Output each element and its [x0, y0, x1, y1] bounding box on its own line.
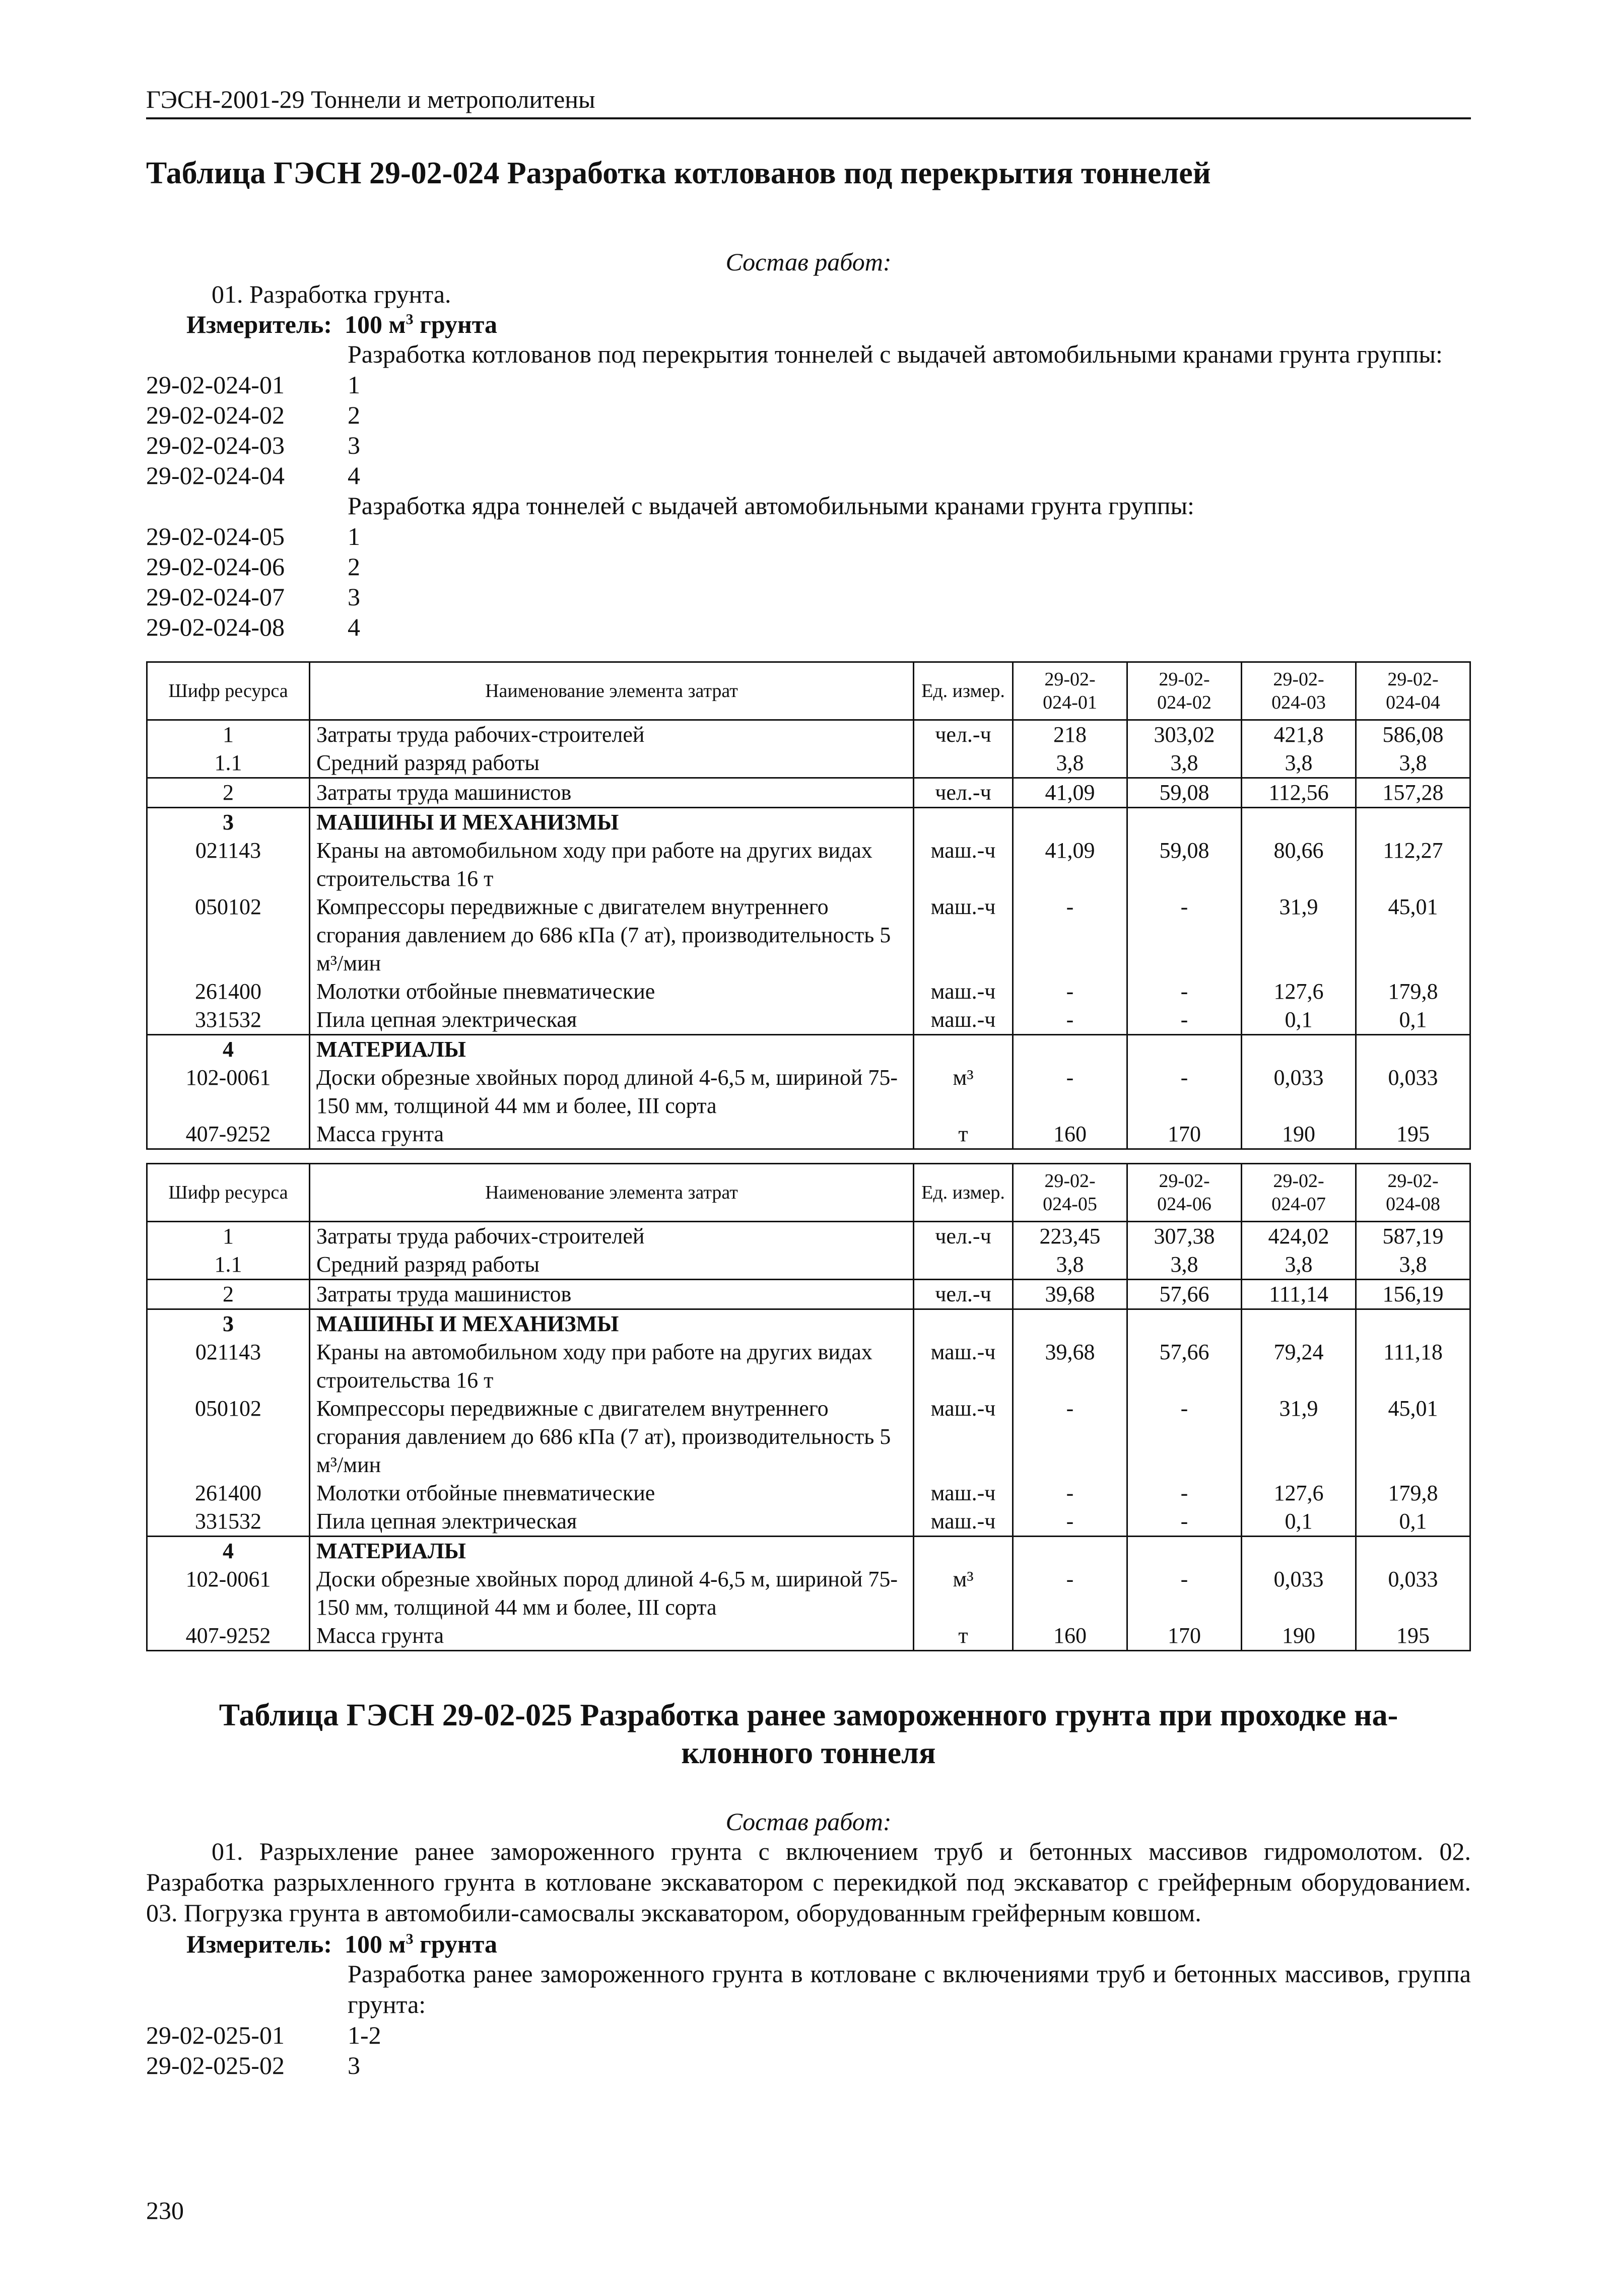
table-row	[147, 749, 1470, 778]
header-norm-column	[1127, 1164, 1242, 1222]
table-row	[147, 893, 1470, 978]
cell-unit: т	[914, 1622, 1013, 1651]
header-norm-code-bottom: 024-02	[1157, 692, 1212, 714]
cell-unit	[914, 1309, 1013, 1339]
cell-norm-value: 45,01	[1356, 893, 1470, 978]
table-row	[147, 778, 1470, 808]
header-unit: Ед. измер.	[914, 662, 1013, 720]
cell-norm-value: 0,1	[1242, 1006, 1356, 1035]
table-row	[147, 1064, 1470, 1120]
code-list-item	[146, 460, 1471, 491]
cell-norm-value: 0,1	[1356, 1006, 1470, 1035]
cell-norm-value: 3,8	[1127, 749, 1242, 778]
table-row	[147, 808, 1470, 837]
cell-norm-value: 303,02	[1127, 720, 1242, 749]
header-norm-column	[1242, 662, 1356, 720]
code-list-item	[146, 370, 1471, 400]
cell-unit	[914, 1250, 1013, 1280]
cell-norm-value: 112,56	[1242, 778, 1356, 808]
cell-resource-code: 261400	[147, 978, 310, 1006]
cell-norm-value: -	[1013, 1006, 1127, 1035]
cell-cost-element: Затраты труда рабочих-строителей	[310, 1222, 914, 1251]
cell-norm-value	[1242, 808, 1356, 837]
norm-code: 29-02-024-04	[146, 461, 285, 490]
cell-cost-element: МАШИНЫ И МЕХАНИЗМЫ	[310, 808, 914, 837]
cell-cost-element: Масса грунта	[310, 1120, 914, 1149]
cell-norm-value	[1356, 808, 1470, 837]
cell-norm-value: 111,18	[1356, 1338, 1470, 1395]
header-cost-element: Наименование элемента затрат	[310, 662, 914, 720]
cell-cost-element: МАТЕРИАЛЫ	[310, 1035, 914, 1064]
cell-norm-value: 79,24	[1242, 1338, 1356, 1395]
cell-resource-code: 021143	[147, 837, 310, 893]
cell-norm-value: 41,09	[1013, 837, 1127, 893]
code-list-item	[146, 400, 1471, 430]
cell-norm-value: 0,033	[1242, 1064, 1356, 1120]
norm-group: 3	[348, 431, 360, 460]
norm-group: 1	[348, 522, 360, 551]
cell-resource-code: 1.1	[147, 1250, 310, 1280]
header-norm-code-bottom: 024-06	[1157, 1194, 1212, 1215]
header-norm-code-top: 29-02-	[1387, 1170, 1439, 1192]
running-header: ГЭСН-2001-29 Тоннели и метрополитены	[146, 86, 1471, 119]
cell-norm-value: -	[1127, 1507, 1242, 1537]
table-row	[147, 1507, 1470, 1537]
cell-norm-value	[1127, 1537, 1242, 1566]
table-row	[147, 1006, 1470, 1035]
norm-group: 3	[348, 2051, 360, 2080]
section1-sostav-label: Состав работ:	[725, 248, 892, 276]
table-header-row	[147, 1164, 1470, 1222]
norms-table-2	[146, 1163, 1471, 1651]
cell-norm-value: -	[1127, 1006, 1242, 1035]
header-norm-column	[1013, 1164, 1127, 1222]
cell-norm-value: 3,8	[1242, 1250, 1356, 1280]
cell-unit: маш.-ч	[914, 978, 1013, 1006]
cell-cost-element: Компрессоры передвижные с двигателем внутреннего сгорания давлением до 686 кПа (7 ат), производительность 5 м³/мин	[310, 1395, 914, 1479]
cell-resource-code: 2	[147, 1280, 310, 1309]
cell-norm-value: 179,8	[1356, 978, 1470, 1006]
cell-resource-code: 1	[147, 1222, 310, 1251]
header-cost-element: Наименование элемента затрат	[310, 1164, 914, 1222]
cell-unit: м³	[914, 1565, 1013, 1622]
cell-norm-value: 3,8	[1356, 749, 1470, 778]
header-norm-code-bottom: 024-01	[1043, 692, 1097, 714]
cell-norm-value: 45,01	[1356, 1395, 1470, 1479]
cell-norm-value: 39,68	[1013, 1280, 1127, 1309]
cell-resource-code: 021143	[147, 1338, 310, 1395]
cell-cost-element: Молотки отбойные пневматические	[310, 978, 914, 1006]
cell-norm-value: -	[1127, 1064, 1242, 1120]
cell-norm-value	[1127, 1035, 1242, 1064]
header-norm-column	[1127, 662, 1242, 720]
cell-norm-value: 190	[1242, 1120, 1356, 1149]
cell-norm-value: 39,68	[1013, 1338, 1127, 1395]
table-row	[147, 1035, 1470, 1064]
cell-norm-value: -	[1013, 1507, 1127, 1537]
cell-norm-value	[1356, 1309, 1470, 1339]
table-row	[147, 1622, 1470, 1651]
cell-norm-value: 3,8	[1127, 1250, 1242, 1280]
cell-cost-element: Пила цепная электрическая	[310, 1507, 914, 1537]
code-list-item	[146, 521, 1471, 551]
cell-norm-value	[1242, 1537, 1356, 1566]
norm-code: 29-02-025-01	[146, 2021, 285, 2050]
cell-norm-value: 31,9	[1242, 893, 1356, 978]
cell-resource-code: 1	[147, 720, 310, 749]
cell-unit: чел.-ч	[914, 720, 1013, 749]
cell-norm-value: 421,8	[1242, 720, 1356, 749]
cell-cost-element: МАШИНЫ И МЕХАНИЗМЫ	[310, 1309, 914, 1339]
norm-code: 29-02-024-05	[146, 522, 285, 551]
cell-norm-value: 31,9	[1242, 1395, 1356, 1479]
cell-resource-code: 3	[147, 808, 310, 837]
norms-table-1	[146, 661, 1471, 1150]
norm-group: 4	[348, 461, 360, 490]
cell-norm-value	[1356, 1035, 1470, 1064]
cell-unit: т	[914, 1120, 1013, 1149]
cell-cost-element: Средний разряд работы	[310, 1250, 914, 1280]
cell-norm-value: -	[1013, 893, 1127, 978]
cell-unit	[914, 808, 1013, 837]
norm-group: 4	[348, 613, 360, 642]
section2-izmeritel: Измеритель: 100 $м^3$ грунта	[186, 1930, 497, 1959]
cell-unit: маш.-ч	[914, 893, 1013, 978]
cell-norm-value: 127,6	[1242, 1479, 1356, 1507]
cell-resource-code: 1.1	[147, 749, 310, 778]
norm-code: 29-02-024-02	[146, 401, 285, 430]
cell-unit: маш.-ч	[914, 1507, 1013, 1537]
norm-code: 29-02-024-07	[146, 583, 285, 611]
header-norm-column	[1242, 1164, 1356, 1222]
cell-norm-value: -	[1127, 893, 1242, 978]
header-norm-code-bottom: 024-07	[1271, 1194, 1326, 1215]
section2-sostav-label: Состав работ:	[725, 1807, 892, 1836]
cell-norm-value: 307,38	[1127, 1222, 1242, 1251]
norm-code: 29-02-024-08	[146, 613, 285, 642]
cell-norm-value: -	[1127, 1395, 1242, 1479]
table-row	[147, 837, 1470, 893]
header-norm-column	[1013, 662, 1127, 720]
cell-resource-code: 4	[147, 1537, 310, 1566]
cell-norm-value: 112,27	[1356, 837, 1470, 893]
norm-code: 29-02-024-06	[146, 552, 285, 581]
section1-group-b-list	[146, 521, 1471, 642]
cell-unit: маш.-ч	[914, 1006, 1013, 1035]
cell-cost-element: Средний разряд работы	[310, 749, 914, 778]
cell-norm-value	[1127, 1309, 1242, 1339]
section2-list	[146, 2020, 1471, 2080]
cell-cost-element: Доски обрезные хвойных пород длиной 4-6,5 м, шириной 75-150 мм, толщиной 44 мм и более, III сорта	[310, 1064, 914, 1120]
cell-norm-value: -	[1013, 1064, 1127, 1120]
header-resource-code: Шифр ресурса	[147, 662, 310, 720]
table-row	[147, 1338, 1470, 1395]
cell-norm-value: 160	[1013, 1622, 1127, 1651]
cell-norm-value: -	[1013, 1479, 1127, 1507]
cell-unit: маш.-ч	[914, 1338, 1013, 1395]
norm-code: 29-02-024-01	[146, 371, 285, 399]
table-row	[147, 720, 1470, 749]
section1-group-a-list	[146, 370, 1471, 491]
table-row	[147, 1395, 1470, 1479]
section2-title: Таблица ГЭСН 29-02-025 Разработка ранее замороженного грунта при проходке на- клонного тоннеля	[219, 1698, 1398, 1770]
norm-group: 2	[348, 552, 360, 581]
cell-norm-value: 587,19	[1356, 1222, 1470, 1251]
cell-norm-value: 195	[1356, 1120, 1470, 1149]
cell-norm-value	[1242, 1035, 1356, 1064]
cell-cost-element: Затраты труда рабочих-строителей	[310, 720, 914, 749]
table-row	[147, 1222, 1470, 1251]
table-header-row	[147, 662, 1470, 720]
cell-cost-element: Молотки отбойные пневматические	[310, 1479, 914, 1507]
cell-cost-element: Пила цепная электрическая	[310, 1006, 914, 1035]
section2-work-text: 01. Разрыхление ранее замороженного грунта с включением труб и бетонных массивов гидромолотом. 02. Разработка разрыхленного грунта в котловане экскаватором с перекидкой под экскаватор с грейферным оборудованием. 03. Погрузка грунта в автомобили-самосвалы экскаватором, оборудованным грейферным ковшом.	[146, 1837, 1471, 1927]
cell-norm-value: 0,1	[1356, 1507, 1470, 1537]
cell-norm-value: 59,08	[1127, 837, 1242, 893]
cell-norm-value: 170	[1127, 1622, 1242, 1651]
cell-cost-element: Затраты труда машинистов	[310, 1280, 914, 1309]
header-norm-code-bottom: 024-08	[1386, 1194, 1440, 1215]
cell-norm-value: -	[1013, 1395, 1127, 1479]
cell-resource-code: 102-0061	[147, 1064, 310, 1120]
header-norm-code-top: 29-02-	[1044, 669, 1096, 690]
code-list-item	[146, 582, 1471, 612]
cell-norm-value	[1356, 1537, 1470, 1566]
header-norm-code-bottom: 024-03	[1271, 692, 1326, 714]
cell-cost-element: Краны на автомобильном ходу при работе на других видах строительства 16 т	[310, 1338, 914, 1395]
cell-norm-value: 179,8	[1356, 1479, 1470, 1507]
cell-norm-value	[1013, 1537, 1127, 1566]
cell-norm-value: 0,033	[1242, 1565, 1356, 1622]
cell-norm-value: 3,8	[1242, 749, 1356, 778]
code-list-item	[146, 2050, 1471, 2080]
norm-code: 29-02-024-03	[146, 431, 285, 460]
header-norm-column	[1356, 1164, 1470, 1222]
cell-norm-value: 586,08	[1356, 720, 1470, 749]
cell-norm-value: -	[1127, 1479, 1242, 1507]
cell-norm-value: 127,6	[1242, 978, 1356, 1006]
cell-norm-value	[1013, 808, 1127, 837]
header-norm-code-top: 29-02-	[1387, 669, 1439, 690]
cell-norm-value: 0,033	[1356, 1565, 1470, 1622]
cell-resource-code: 331532	[147, 1006, 310, 1035]
code-list-item	[146, 430, 1471, 460]
cell-unit: чел.-ч	[914, 1222, 1013, 1251]
document-page	[146, 86, 1471, 2080]
cell-cost-element: МАТЕРИАЛЫ	[310, 1537, 914, 1566]
cell-norm-value: -	[1013, 1565, 1127, 1622]
cell-norm-value: 190	[1242, 1622, 1356, 1651]
cell-resource-code: 102-0061	[147, 1565, 310, 1622]
cell-norm-value: 0,033	[1356, 1064, 1470, 1120]
cell-norm-value	[1127, 808, 1242, 837]
code-list-item	[146, 2020, 1471, 2050]
cell-unit: маш.-ч	[914, 1395, 1013, 1479]
cell-resource-code: 4	[147, 1035, 310, 1064]
cell-unit: м³	[914, 1064, 1013, 1120]
cell-norm-value: 3,8	[1013, 749, 1127, 778]
cell-resource-code: 050102	[147, 893, 310, 978]
norm-group: 1	[348, 371, 360, 399]
cell-cost-element: Доски обрезные хвойных пород длиной 4-6,5 м, шириной 75-150 мм, толщиной 44 мм и более, III сорта	[310, 1565, 914, 1622]
cell-cost-element: Затраты труда машинистов	[310, 778, 914, 808]
cell-unit	[914, 1537, 1013, 1566]
cell-norm-value	[1013, 1035, 1127, 1064]
section1-group-b-desc: Разработка ядра тоннелей с выдачей автомобильными кранами грунта группы:	[348, 492, 1194, 520]
cell-norm-value: 0,1	[1242, 1507, 1356, 1537]
header-norm-code-top: 29-02-	[1044, 1170, 1096, 1192]
cell-norm-value: 3,8	[1013, 1250, 1127, 1280]
header-norm-code-bottom: 024-04	[1386, 692, 1440, 714]
header-resource-code: Шифр ресурса	[147, 1164, 310, 1222]
cell-unit: чел.-ч	[914, 1280, 1013, 1309]
cell-norm-value	[1242, 1309, 1356, 1339]
cell-norm-value: 195	[1356, 1622, 1470, 1651]
header-norm-code-top: 29-02-	[1273, 669, 1324, 690]
table-row	[147, 1537, 1470, 1566]
cell-unit: чел.-ч	[914, 778, 1013, 808]
cell-norm-value: -	[1127, 978, 1242, 1006]
table-row	[147, 1120, 1470, 1149]
cell-resource-code: 3	[147, 1309, 310, 1339]
cell-norm-value: 156,19	[1356, 1280, 1470, 1309]
section1-group-a-desc: Разработка котлованов под перекрытия тоннелей с выдачей автомобильными кранами грунта группы:	[348, 340, 1443, 369]
header-unit: Ед. измер.	[914, 1164, 1013, 1222]
cell-norm-value: 157,28	[1356, 778, 1470, 808]
header-norm-code-top: 29-02-	[1159, 669, 1210, 690]
header-norm-column	[1356, 662, 1470, 720]
norm-code: 29-02-025-02	[146, 2051, 285, 2080]
cell-norm-value: 3,8	[1356, 1250, 1470, 1280]
cell-unit: маш.-ч	[914, 1479, 1013, 1507]
table-row	[147, 1565, 1470, 1622]
cell-resource-code: 050102	[147, 1395, 310, 1479]
page-number: 230	[146, 2196, 184, 2224]
cell-resource-code: 261400	[147, 1479, 310, 1507]
cell-resource-code: 407-9252	[147, 1120, 310, 1149]
header-norm-code-top: 29-02-	[1273, 1170, 1324, 1192]
table-row	[147, 1250, 1470, 1280]
cell-norm-value: -	[1127, 1565, 1242, 1622]
section1-title: Таблица ГЭСН 29-02-024 Разработка котлованов под перекрытия тоннелей	[146, 156, 1211, 190]
table-row	[147, 978, 1470, 1006]
cell-norm-value	[1013, 1309, 1127, 1339]
cell-cost-element: Компрессоры передвижные с двигателем внутреннего сгорания давлением до 686 кПа (7 ат), производительность 5 м³/мин	[310, 893, 914, 978]
cell-unit	[914, 749, 1013, 778]
cell-unit: маш.-ч	[914, 837, 1013, 893]
cell-resource-code: 2	[147, 778, 310, 808]
cell-norm-value: 41,09	[1013, 778, 1127, 808]
table-row	[147, 1280, 1470, 1309]
cell-norm-value: -	[1013, 978, 1127, 1006]
cell-norm-value: 57,66	[1127, 1338, 1242, 1395]
cell-norm-value: 111,14	[1242, 1280, 1356, 1309]
norm-group: 2	[348, 401, 360, 430]
cell-norm-value: 80,66	[1242, 837, 1356, 893]
cell-norm-value: 170	[1127, 1120, 1242, 1149]
cell-norm-value: 57,66	[1127, 1280, 1242, 1309]
cell-resource-code: 407-9252	[147, 1622, 310, 1651]
cell-cost-element: Краны на автомобильном ходу при работе на других видах строительства 16 т	[310, 837, 914, 893]
cell-norm-value: 160	[1013, 1120, 1127, 1149]
table-row	[147, 1309, 1470, 1339]
cell-norm-value: 424,02	[1242, 1222, 1356, 1251]
norm-group: 3	[348, 583, 360, 611]
section2-desc: Разработка ранее замороженного грунта в котловане с включениями труб и бетонных массивов, группа грунта:	[348, 1960, 1471, 2019]
cell-norm-value: 223,45	[1013, 1222, 1127, 1251]
cell-resource-code: 331532	[147, 1507, 310, 1537]
section1-work-item: 01. Разработка грунта.	[212, 280, 451, 309]
section1-izmeritel: Измеритель: 100 $м^3$ грунта	[186, 310, 497, 339]
code-list-item	[146, 612, 1471, 642]
cell-cost-element: Масса грунта	[310, 1622, 914, 1651]
cell-norm-value: 218	[1013, 720, 1127, 749]
cell-norm-value: 59,08	[1127, 778, 1242, 808]
header-norm-code-top: 29-02-	[1159, 1170, 1210, 1192]
cell-unit	[914, 1035, 1013, 1064]
header-norm-code-bottom: 024-05	[1043, 1194, 1097, 1215]
norm-group: 1-2	[348, 2021, 381, 2050]
table-row	[147, 1479, 1470, 1507]
code-list-item	[146, 551, 1471, 582]
